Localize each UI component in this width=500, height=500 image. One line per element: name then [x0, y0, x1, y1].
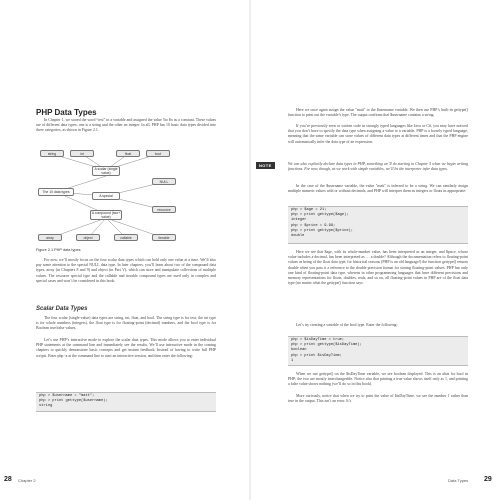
intro-paragraph: In Chapter 1, we stored the word “test” in a variable and assigned the value 5to $x as a constant. These values are of different data types; one is a string and the other an integer. In all, PHP has 10 basic data types divided into three categories, as shown in Figure 2.1. — [36, 118, 216, 133]
node-callable: callable — [114, 234, 138, 241]
node-scalar: A scalar (single value) — [92, 166, 120, 176]
subheading: Scalar Data Types — [36, 306, 88, 312]
figure-caption: Figure 2.1 PHP data types — [36, 248, 81, 252]
node-resource: resource — [152, 206, 176, 213]
node-float: float — [116, 150, 140, 157]
node-string: string — [40, 150, 64, 157]
page-gutter — [249, 0, 251, 500]
paragraph-3: The four scalar (single-value) data types are string, int, float, and bool. The string type is for text, the int type is for whole numbers (integers), the float type is for floating-point (decimal) numbers, and the bool type is for Boolean true/false values. — [36, 316, 216, 331]
node-special: A special — [92, 192, 120, 200]
node-bool: bool — [146, 150, 170, 157]
right-page — [252, 0, 500, 500]
node-array: array — [38, 234, 62, 241]
code-block-1: php > $username = "matt"; php > print gettype($username); string — [36, 392, 216, 412]
node-int: int — [70, 150, 94, 157]
page-number-left: 28 — [4, 476, 12, 483]
node-ten-types: The 10 data types — [38, 188, 74, 196]
data-types-diagram — [36, 148, 184, 244]
r-paragraph-5: Let’s try creating a variable of the bool type. Enter the following: — [296, 323, 398, 327]
chapter-footer: Chapter 2 — [18, 478, 36, 483]
note-badge: NOTE — [256, 162, 275, 169]
section-footer: Data Types — [448, 478, 469, 483]
r-paragraph-6: When we use gettype() on the $isDayTime variable, we see boolean displayed. This is an alias for bool in PHP; the two are mostly interchangeable. Notice also that printing a true value shows itself only as 1, and printing a false value shows nothing (we’ll do so in this book). — [288, 372, 468, 387]
r-paragraph-7: More curiously, notice that when we try to print the value of $isDayTime, we see the number 1 rather than true in the output. This isn’t an error. It’s — [288, 394, 468, 404]
r-paragraph-1: Here we once again assign the value "matt" to the $username variable. We then use PHP’s built-in gettype() function to print out the variable’s type. The output confirms that $username contains a string. — [288, 108, 468, 118]
section-heading: PHP Data Types — [36, 108, 97, 117]
r-paragraph-2: If you’re previously seen or written code in strongly typed languages like Java or C#, you may have noticed that you don’t have to specify the data type when assigning a value to a variable. PHP is a loosely typed language, meaning that the same variable can store values of different data types at different times and that the PHP engine will automatically infer the data type of an expression. — [288, 124, 468, 144]
r-paragraph-3: In the case of the $username variable, the value "matt" is inferred to be a string. We can similarly assign multiple numeric values with or without decimals, and PHP will interpret them as integers or floats as appropriate: — [288, 184, 468, 194]
code-block-2: php > $age = 21; php > print gettype($age); integer php > $price = 9.99; php > print gettype($price); double — [288, 206, 468, 244]
code-block-3: php > $isDayTime = true; php > print gettype($isDayTime); boolean php > print $isDayTime; 1 — [288, 336, 468, 366]
page-number-right: 29 — [484, 476, 492, 483]
node-compound: A compound (two+ value) — [91, 211, 121, 219]
paragraph-4: Let’s use PHP’s interactive mode to explore the scalar data types. This mode allows you to enter individual PHP statements at the command line and immediately see the results. We’ll use interactive mode in the coming chapters to quickly demonstrate basic concepts and get instant feedback. Instead of having to write full PHP scripts. Enter php -a at the command line to start an interactive session, and then enter the following: — [36, 338, 216, 358]
node-object: object — [76, 234, 100, 241]
note-text: We can also explicitly declare data types in PHP, something we’ll do starting in Chapter 5 when we begin writing functions. For now, though, as we work with simple variables, we’ll let the interpreter infer data types. — [288, 162, 468, 172]
r-paragraph-4: Here we see that $age, with its whole-number value, has been interpreted as an integer, and $price, whose value includes a decimal, has been interpreted as … a double? Although the documentation refers to floating-point values as being of the float data type, for historical reasons (PHP is an old language!) the function gettype() returns double when you pass it a reference to the double precision format for storing floating-point values. PHP has only one kind of floating-point data type, whereas in other programming languages that have different precisions and memory representations for floats, doubles, reals, and so on, all floating-point values in PHP are of the float data type (no matter what the gettype() function says. — [288, 250, 468, 286]
node-null: NULL — [152, 178, 176, 185]
left-page — [0, 0, 248, 500]
node-iterable: iterable — [152, 234, 176, 241]
paragraph-2: For now, we’ll mostly focus on the four scalar data types which can hold only one value at a time. We’ll also pay some attention to the special NULL data type. In later chapters, you’ll learn about two of the compound data types, array (in Chapters 8 and 9) and object (in Part V), which can store and manipulate collections of multiple values. The resource special type and the callable and iterable compound types are used only in complex and special cases and won’t be considered in this book. — [36, 258, 216, 283]
